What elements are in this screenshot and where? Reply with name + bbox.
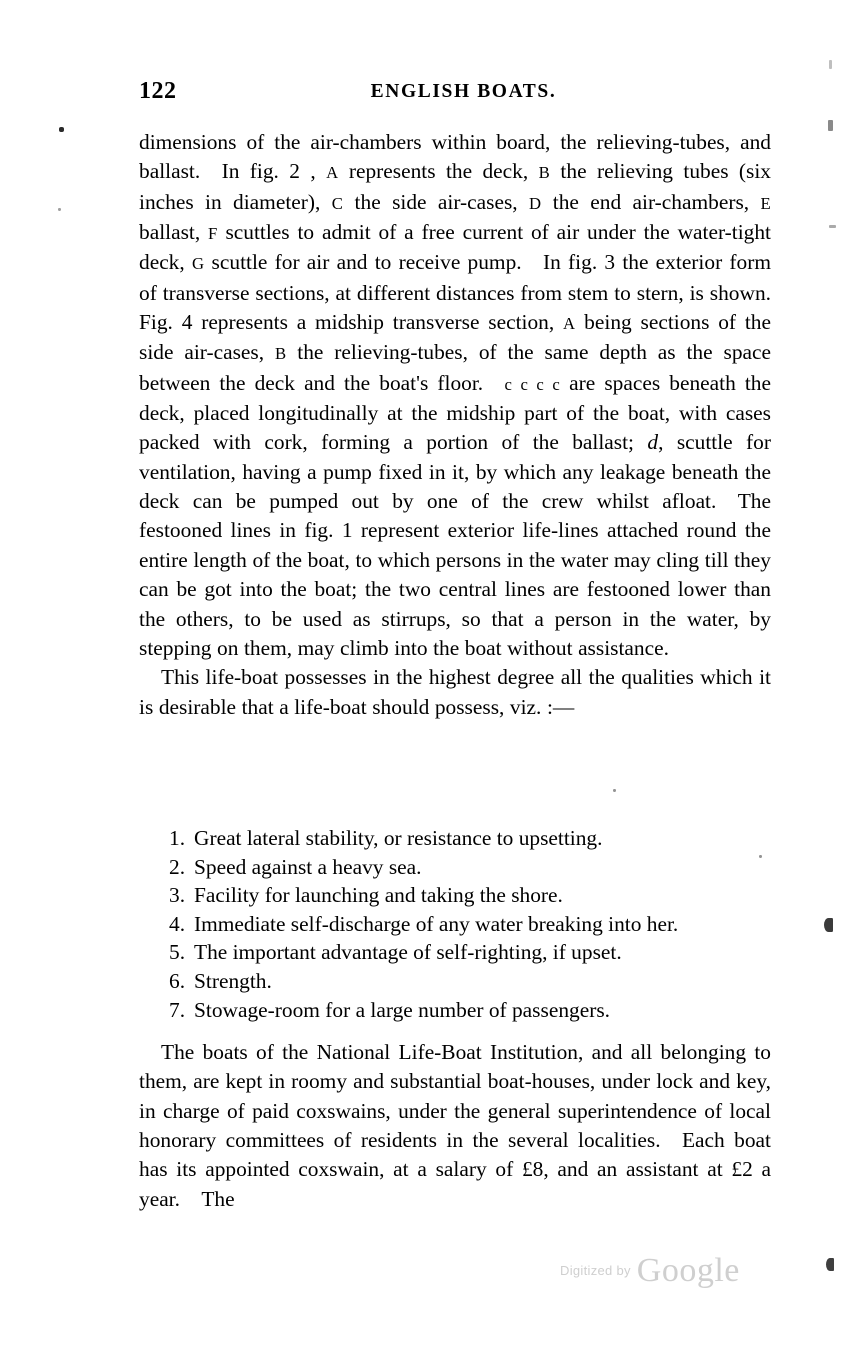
para1-segment: scuttle for air and to receive pump. In fig. 3 the exterior form of transverse sections, at different distances from stem to stern, is shown. Fig. 4 represents a midship transverse section, — [139, 250, 772, 335]
watermark-brand: Google — [636, 1252, 740, 1289]
list-item — [169, 824, 771, 853]
list-item-number: 6. — [169, 968, 186, 993]
figure-ref-d-italic: d — [647, 430, 659, 455]
para1-segment: ballast, — [139, 220, 209, 245]
running-head — [139, 76, 770, 106]
figure-ref-f: F — [208, 224, 218, 244]
scan-artifact-speck — [58, 208, 61, 211]
para1-segment: being sections of the side air-cases, — [139, 310, 771, 365]
running-title: ENGLISH BOATS. — [370, 81, 557, 102]
scan-artifact-speck — [826, 1258, 834, 1271]
figure-ref-a2: A — [563, 314, 576, 334]
para1-segment: scuttles to admit of a free current of air under the water-tight deck, — [139, 220, 771, 275]
list-item-number: 2. — [169, 854, 186, 879]
paragraph-qualities-intro: This life-boat possesses in the highest degree all the qualities which it is desirable that a life-boat should possess, viz. :— — [139, 665, 771, 719]
figure-ref-c: C — [331, 193, 344, 213]
figure-ref-e: E — [760, 193, 771, 213]
list-item-label: Stowage-room for a large number of passengers. — [194, 997, 610, 1022]
paragraph-institution: The boats of the National Life-Boat Institution, and all belonging to them, are kept in roomy and substantial boat-houses, under lock and key, in charge of paid coxswains, under the general superintendence of local honorary committees of residents in the several localities. Each boat has its appointed coxswain, at a salary of £8, and an assistant at £2 a year. The — [139, 1040, 771, 1211]
list-item — [169, 967, 771, 996]
para1-segment: dimensions of the air-chambers within board, the relieving-tubes, and ballast. In fig. 2 , — [139, 130, 771, 184]
figure-ref-g: G — [191, 254, 205, 274]
text-block — [139, 128, 771, 722]
list-item-number: 5. — [169, 940, 186, 965]
page-number: 122 — [139, 78, 177, 104]
list-item — [169, 996, 771, 1025]
para1-segment: the side air-cases, — [343, 189, 530, 214]
para1-segment: are spaces beneath the deck, placed longitudinally at the midship part of the boat, with cases packed with cork, forming a portion of the ballast; — [139, 370, 772, 455]
google-digitized-watermark — [560, 1252, 740, 1290]
list-item-number: 3. — [169, 883, 186, 908]
scan-artifact-speck — [824, 918, 833, 932]
scan-artifact-speck — [613, 789, 616, 792]
list-item-label: Strength. — [194, 968, 272, 993]
list-item-number: 4. — [169, 911, 186, 936]
scan-artifact-speck — [759, 855, 762, 858]
list-item-label: Immediate self-discharge of any water breaking into her. — [194, 911, 679, 936]
figure-ref-b: B — [538, 163, 551, 183]
list-item-label: Speed against a heavy sea. — [194, 854, 422, 879]
list-item-label: Great lateral stability, or resistance to upsetting. — [194, 826, 603, 850]
figure-ref-d: D — [529, 193, 542, 213]
scan-artifact-speck — [829, 225, 836, 228]
para1-segment: , scuttle for ventilation, having a pump fixed in it, by which any leakage beneath the deck can be pumped out by one of the crew whilst afloat. The festooned lines in fig. 1 represent exterior life-lines attached round the entire length of the boat, to which persons in the water may cling till they can be got into the boat; the two central lines are festooned lower than the others, to be used as stirrups, so that a person in the water, by stepping on them, may climb into the boat without assistance. — [139, 430, 771, 660]
para1-segment: represents the deck, — [338, 159, 539, 184]
last-paragraph-block — [139, 1038, 771, 1214]
list-item-number: 7. — [169, 997, 186, 1022]
list-item — [169, 881, 771, 910]
list-item-number: 1. — [169, 826, 186, 850]
para1-segment: the end air-chambers, — [541, 189, 761, 214]
list-item-label: The important advantage of self-righting, if upset. — [194, 940, 622, 965]
para1-segment: the relieving-tubes, of the same depth as the space between the deck and the boat's floor. — [139, 340, 772, 395]
list-item — [169, 910, 771, 939]
list-item — [169, 853, 771, 882]
scan-artifact-speck — [59, 127, 64, 132]
list-item-label: Facility for launching and taking the shore. — [194, 883, 563, 908]
watermark-prefix: Digitized by — [560, 1263, 631, 1278]
scan-artifact-speck — [829, 60, 832, 69]
scan-artifact-speck — [828, 120, 833, 131]
figure-ref-b2: B — [274, 344, 287, 364]
figure-ref-a: A — [326, 163, 339, 183]
figure-ref-cccc: c c c c — [504, 374, 561, 394]
paragraph-figure-description — [139, 128, 771, 663]
list-item — [169, 938, 771, 967]
para1-segment: the relieving tubes (six inches in diameter), — [139, 159, 771, 214]
qualities-list — [169, 824, 771, 1024]
